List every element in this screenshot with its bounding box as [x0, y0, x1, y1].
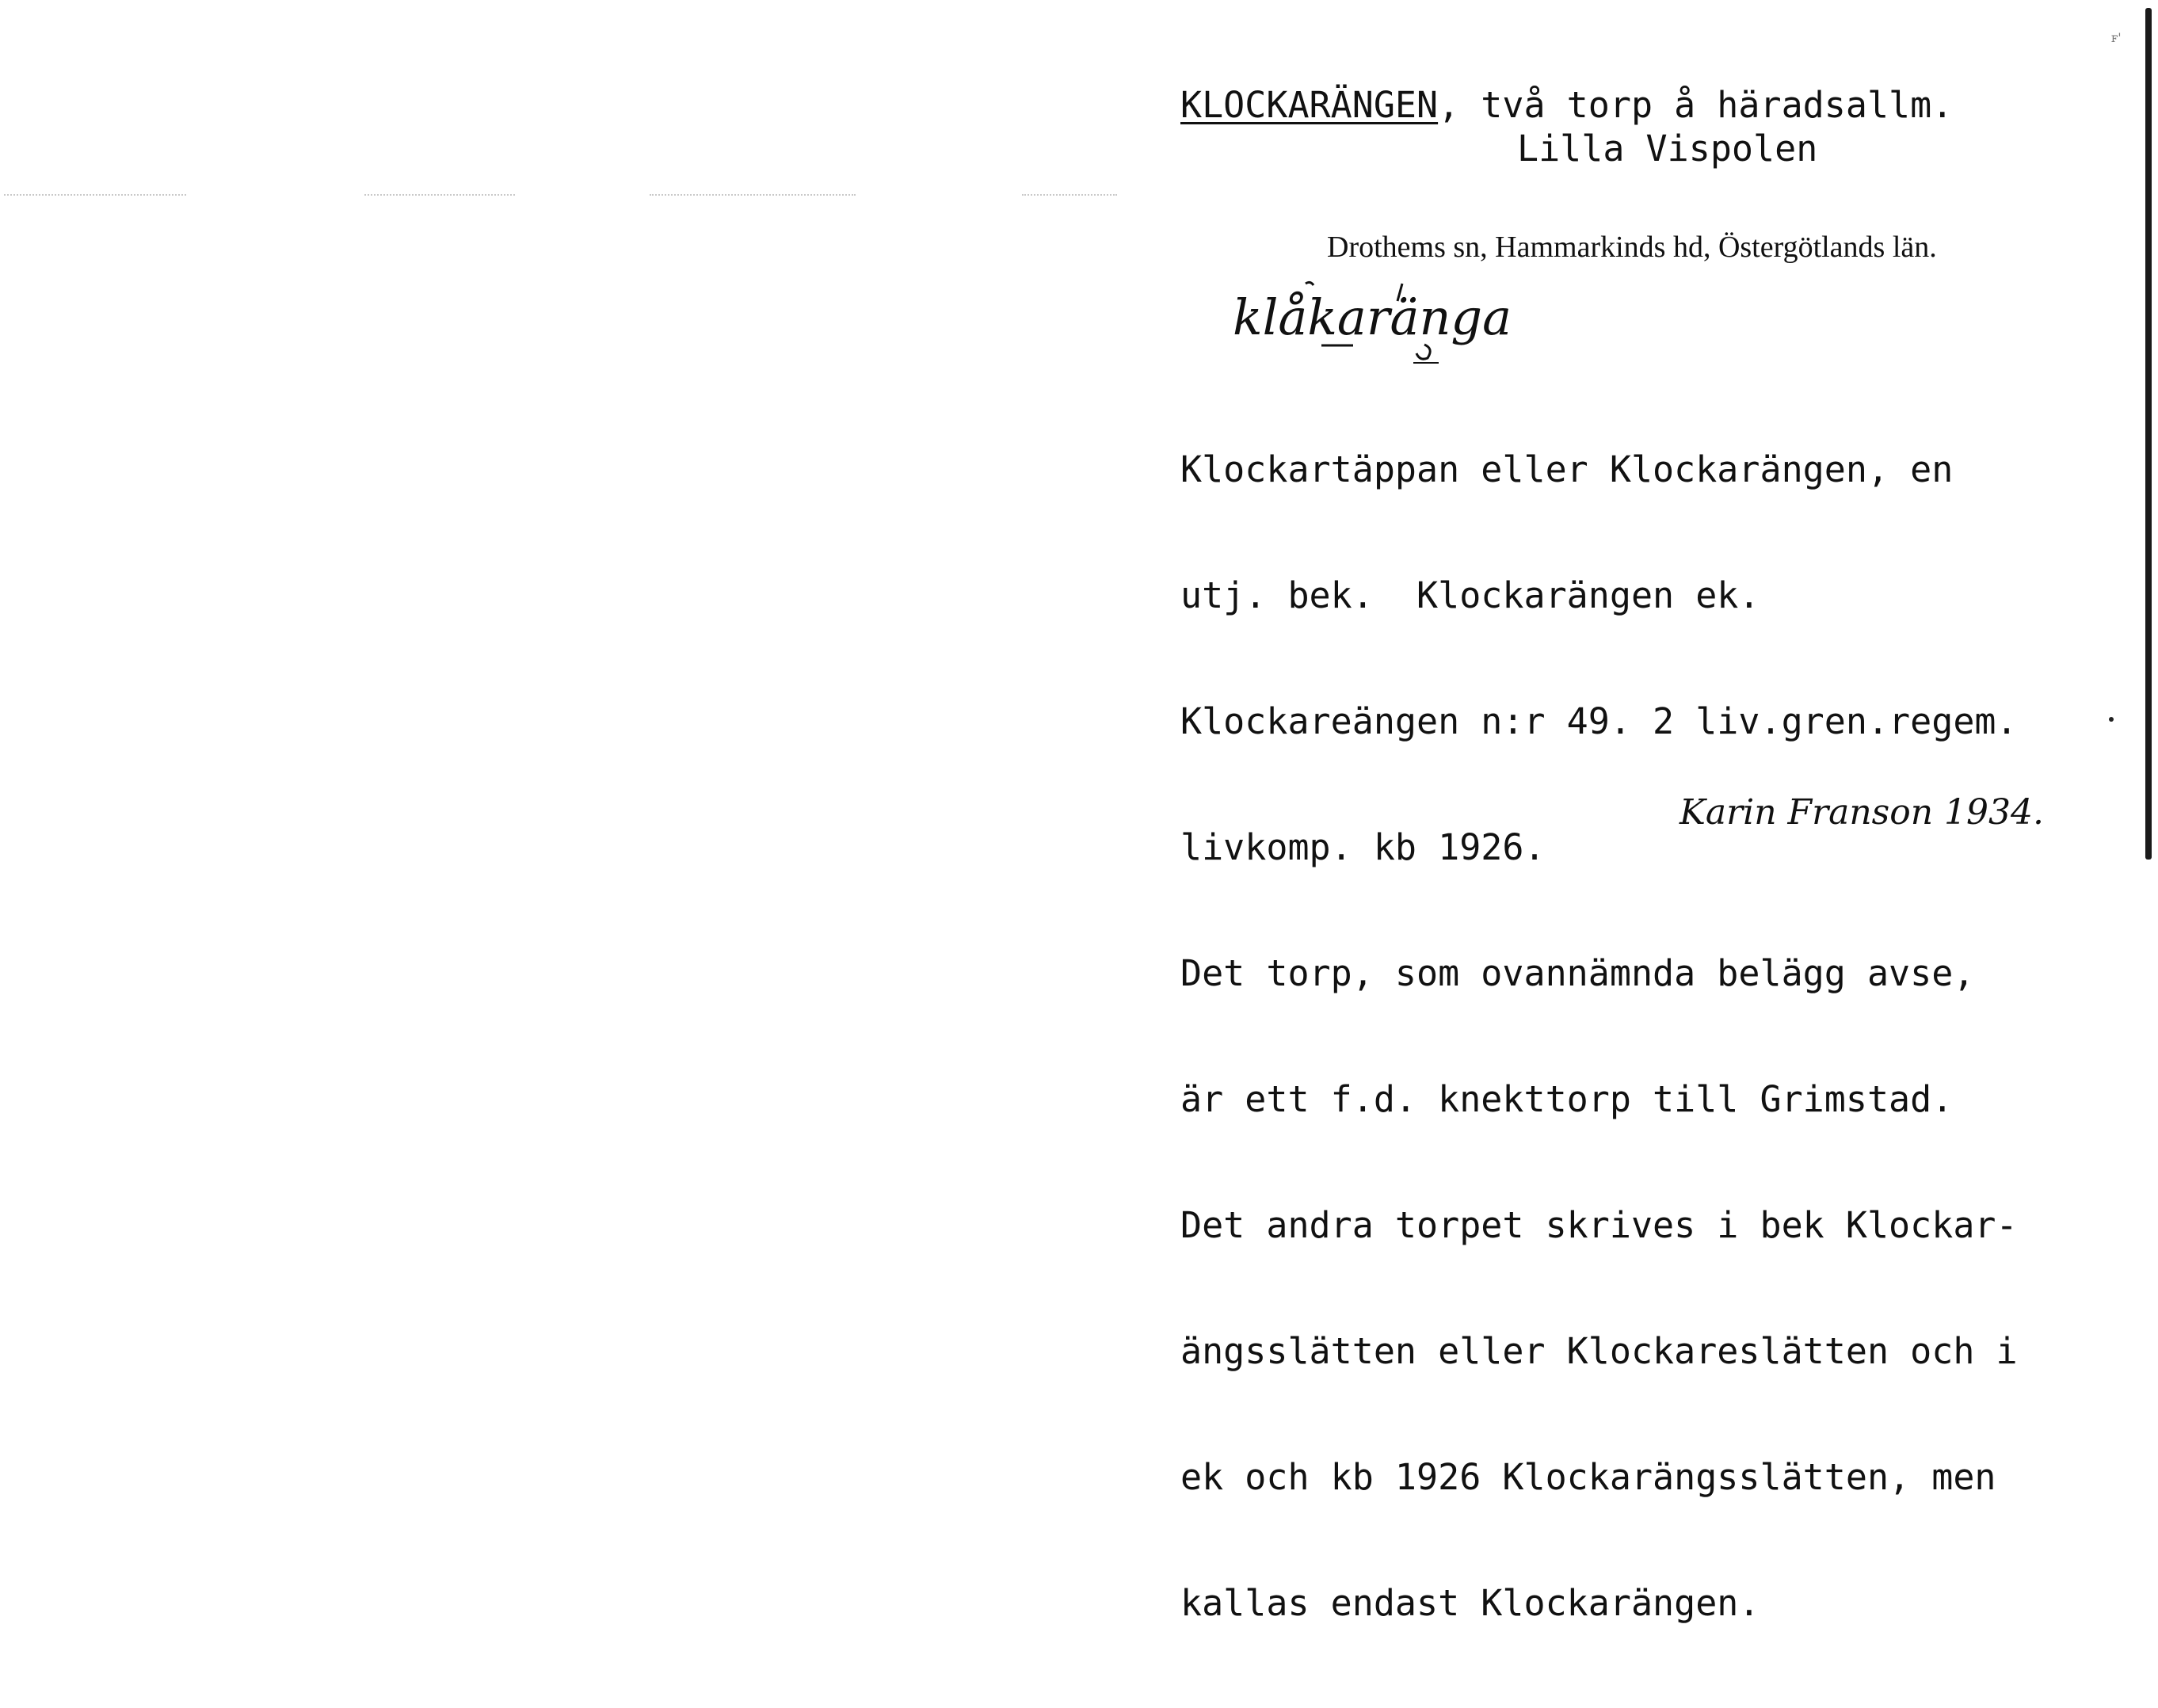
body-line: är ett f.d. knekttorp till Grimstad.: [1180, 1078, 1954, 1120]
body-line: livkomp. kb 1926.: [1180, 826, 1546, 868]
card-edge-border: [2145, 8, 2152, 860]
body-line: Det torp, som ovannämnda belägg avse,: [1180, 952, 1975, 994]
stray-dot: [2109, 717, 2114, 722]
place-description: , två torp å häradsallm.: [1438, 84, 1954, 126]
card-body: [1180, 364, 2018, 1708]
card-heading: [1180, 83, 1953, 128]
handwritten-pronunciation: [1226, 269, 1559, 372]
edge-smudge: ꜰ': [2111, 30, 2122, 45]
scan-artifact-2: [364, 194, 515, 196]
card-subheading: Lilla Vispolen: [1517, 128, 1818, 170]
place-name: KLOCKARÄNGEN: [1180, 84, 1439, 126]
scan-artifact-1: [4, 194, 186, 196]
body-line: Det andra torpet skrives i bek Klockar-: [1180, 1204, 2018, 1246]
pronunciation-text: klåkaränga: [1233, 288, 1512, 346]
body-line: utj. bek. Klockarängen ek.: [1180, 574, 1760, 616]
author-signature: Karin Franson 1934.: [1680, 792, 2045, 833]
body-line: ängsslätten eller Klockareslätten och i: [1180, 1330, 2018, 1372]
body-line: kallas endast Klockarängen.: [1180, 1582, 1760, 1624]
body-line: Klockartäppan eller Klockarängen, en: [1180, 448, 1954, 490]
scan-artifact-3: [650, 194, 856, 196]
scan-artifact-4: [1022, 194, 1117, 196]
index-card: [1180, 79, 2123, 1624]
body-line: Klockareängen n:r 49. 2 liv.gren.regem.: [1180, 700, 2018, 742]
body-line: ek och kb 1926 Klockarängsslätten, men: [1180, 1456, 1996, 1498]
parish-location: Drothems sn, Hammarkinds hd, Östergötlands län.: [1327, 231, 1937, 264]
